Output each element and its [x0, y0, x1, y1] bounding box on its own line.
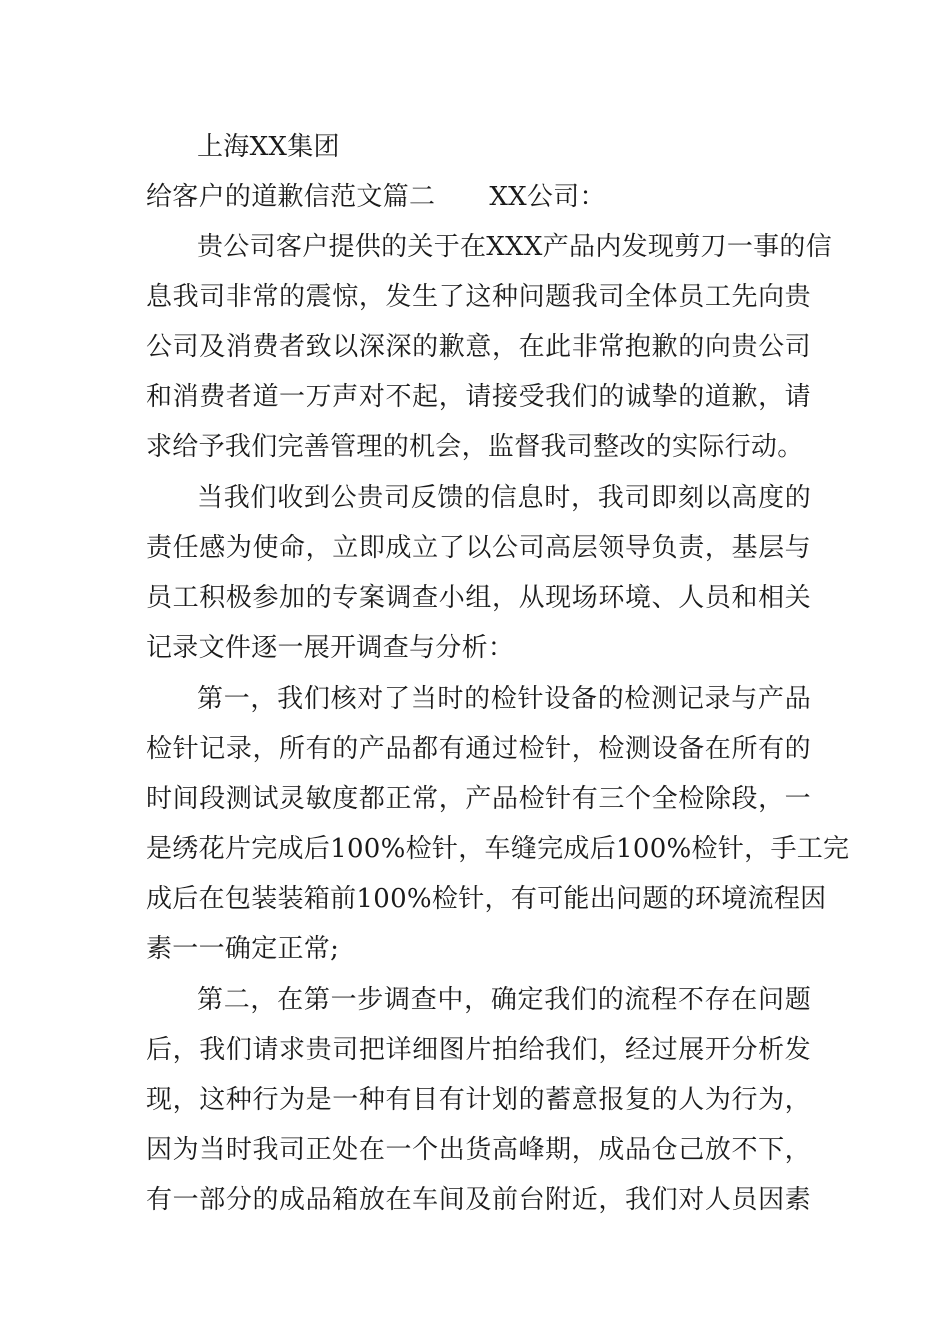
paragraph-2-line-2: 责任感为使命，立即成立了以公司高层领导负责，基层与: [146, 533, 811, 563]
paragraph-4-line-2: 后，我们请求贵司把详细图片拍给我们，经过展开分析发: [146, 1035, 811, 1065]
paragraph-1-line-2: 息我司非常的震惊，发生了这种问题我司全体员工先向贵: [146, 282, 811, 312]
paragraph-2-line-1: 当我们收到公贵司反馈的信息时，我司即刻以高度的: [197, 483, 811, 513]
paragraph-2-line-4: 记录文件逐一展开调查与分析：: [146, 633, 515, 663]
paragraph-4-line-3: 现，这种行为是一种有目有计划的蓄意报复的人为行为，: [146, 1085, 811, 1115]
paragraph-3-line-3: 时间段测试灵敏度都正常，产品检针有三个全检除段，一: [146, 784, 811, 814]
paragraph-1-line-5: 求给予我们完善管理的机会，监督我司整改的实际行动。: [146, 432, 804, 462]
letter-title: 给客户的道歉信范文篇二: [146, 182, 436, 212]
paragraph-2-line-3: 员工积极参加的专案调查小组，从现场环境、人员和相关: [146, 583, 811, 613]
paragraph-1-line-4: 和消费者道一万声对不起，请接受我们的诚挚的道歉，请: [146, 382, 811, 412]
paragraph-4-line-1: 第二，在第一步调查中，确定我们的流程不存在问题: [197, 985, 811, 1015]
paragraph-1-line-3: 公司及消费者致以深深的歉意，在此非常抱歉的向贵公司: [146, 332, 811, 362]
paragraph-4-line-5: 有一部分的成品箱放在车间及前台附近，我们对人员因素: [146, 1185, 811, 1215]
paragraph-3-line-5: 成后在包装装箱前100%检针，有可能出问题的环境流程因: [146, 884, 827, 914]
paragraph-1-line-1: 贵公司客户提供的关于在XXX产品内发现剪刀一事的信: [197, 232, 833, 262]
paragraph-3-line-2: 检针记录，所有的产品都有通过检针，检测设备在所有的: [146, 734, 811, 764]
company-name: 上海XX集团: [197, 132, 340, 162]
paragraph-4-line-4: 因为当时我司正处在一个出货高峰期，成品仓己放不下，: [146, 1135, 811, 1165]
salutation: XX公司：: [489, 182, 606, 212]
letter-heading: [146, 180, 811, 214]
paragraph-3-line-4: 是绣花片完成后100%检针，车缝完成后100%检针，手工完: [146, 834, 850, 864]
paragraph-3-line-1: 第一，我们核对了当时的检针设备的检测记录与产品: [197, 684, 811, 714]
paragraph-3-line-6: 素一一确定正常;: [146, 934, 340, 964]
